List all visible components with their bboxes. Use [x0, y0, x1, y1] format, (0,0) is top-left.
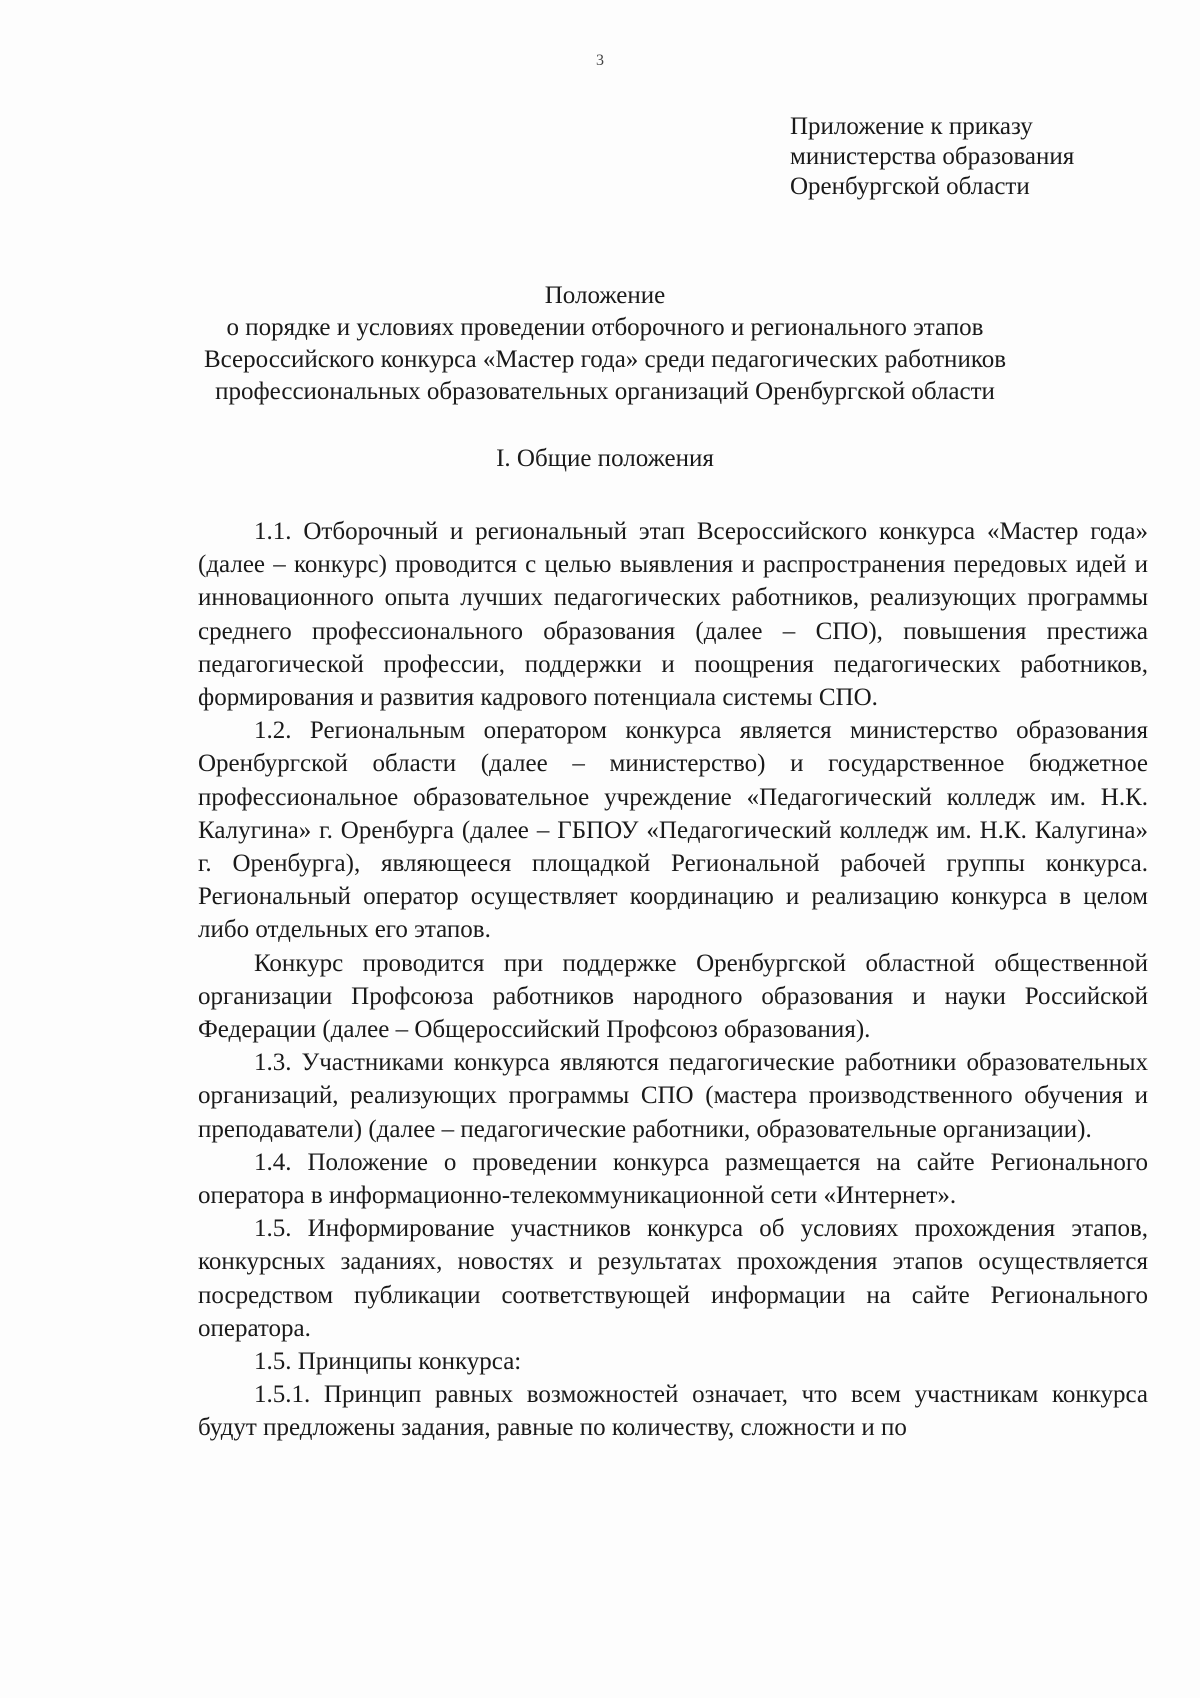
paragraph-1-5: 1.5. Информирование участников конкурса об условиях прохождения этапов, конкурсных заданиях, новостях и результатах прохождения этапов осуществляется посредством публикации соответствующей информации на сайте Регионального оператора. — [198, 1215, 1148, 1342]
title-line: профессиональных образовательных организаций Оренбургской области — [215, 378, 995, 405]
page-number: 3 — [596, 52, 604, 69]
section-heading: I. Общие положения — [496, 445, 714, 472]
appendix-line: Оренбургской области — [790, 173, 1030, 200]
title-line: Всероссийского конкурса «Мастер года» среди педагогических работников — [203, 346, 1006, 373]
appendix-line: министерства образования — [790, 143, 1075, 170]
paragraph-support: Конкурс проводится при поддержке Оренбургской областной общественной организации Профсоюза работников народного образования и науки Российской Федерации (далее – Общероссийский Профсоюз образования). — [198, 949, 1148, 1044]
paragraph-1-2: 1.2. Региональным оператором конкурса является министерство образования Оренбургской области (далее – министерство) и государственное бюджетное профессиональное образовательное учреждение «Педагогический колледж им. Н.К. Калугина» г. Оренбурга (далее – ГБПОУ «Педагогический колледж им. Н.К. Калугина» г. Оренбурга), являющееся площадкой Региональной рабочей группы конкурса. Региональный оператор осуществляет координацию и реализацию конкурса в целом либо отдельных его этапов. — [198, 717, 1148, 944]
paragraph-1-1: 1.1. Отборочный и региональный этап Всероссийского конкурса «Мастер года» (далее – конкурс) проводится с целью выявления и распространения передовых идей и инновационного опыта лучших педагогических работников, реализующих программы среднего профессионального образования (далее – СПО), повышения престижа педагогической профессии, поддержки и поощрения педагогических работников, формирования и развития кадрового потенциала системы СПО. — [198, 518, 1148, 712]
title-line: Положение — [544, 282, 666, 309]
paragraph-1-3: 1.3. Участниками конкурса являются педагогические работники образовательных организаций, реализующих программы СПО (мастера производственного обучения и преподаватели) (далее – педагогические работники, образовательные организации). — [198, 1049, 1148, 1143]
title-line: о порядке и условиях проведении отборочного и регионального этапов — [226, 314, 984, 341]
paragraph-principles: 1.5. Принципы конкурса: — [254, 1348, 522, 1376]
document-title — [140, 280, 1070, 408]
appendix-line: Приложение к приказу — [790, 113, 1033, 140]
appendix-note — [790, 112, 1170, 202]
paragraph-1-4: 1.4. Положение о проведении конкурса размещается на сайте Регионального оператора в информационно-телекоммуникационной сети «Интернет». — [198, 1148, 1148, 1210]
document-body — [198, 515, 1148, 1445]
paragraph-1-5-1: 1.5.1. Принцип равных возможностей означает, что всем участникам конкурса будут предложены задания, равные по количеству, сложности и по — [198, 1381, 1148, 1442]
